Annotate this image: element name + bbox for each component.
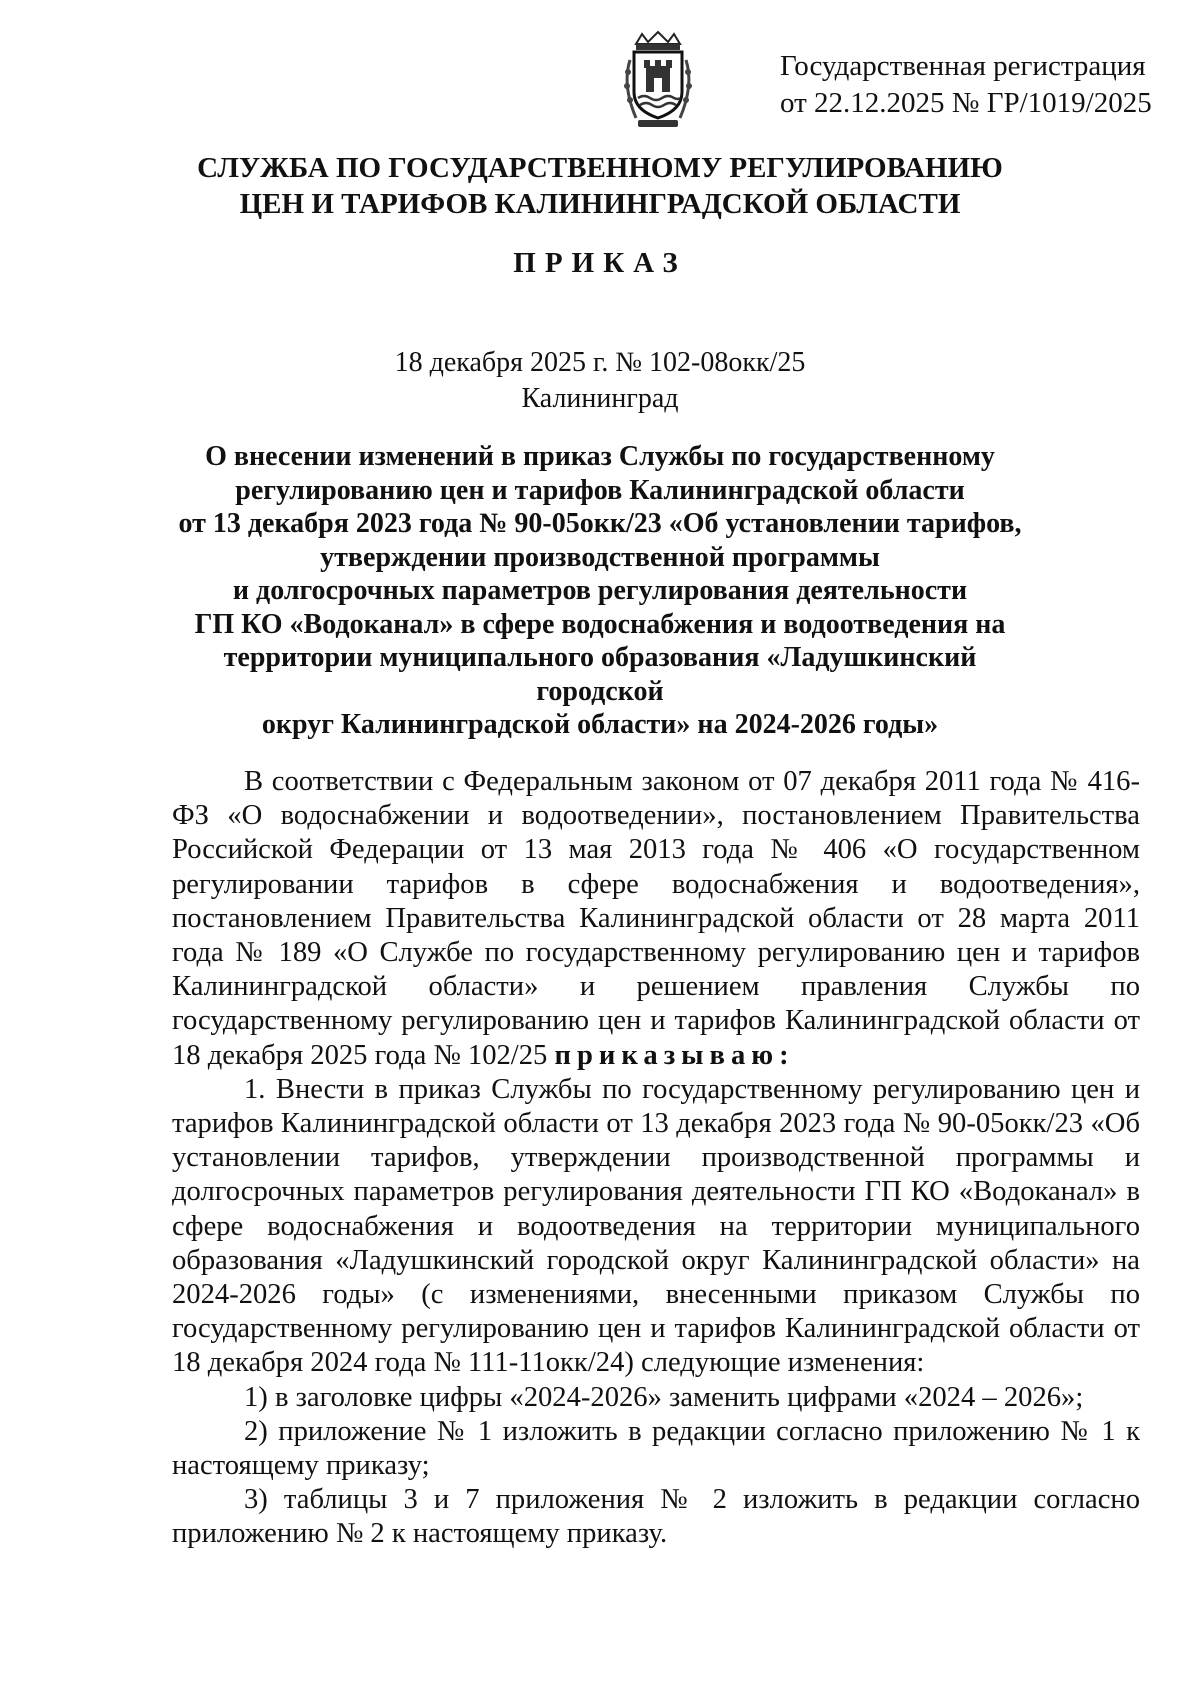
subject-line: ГП КО «Водоканал» в сфере водоснабжения и водоотведения на [194, 608, 1006, 640]
order-body [172, 765, 1140, 1552]
subitem-3-paragraph: 3) таблицы 3 и 7 приложения № 2 изложить в редакции согласно приложению № 2 к настоящему приказу. [172, 1484, 1140, 1550]
agency-name-line-2: ЦЕН И ТАРИФОВ КАЛИНИНГРАДСКОЙ ОБЛАСТИ [239, 188, 961, 220]
agency-name [150, 150, 1050, 222]
subitem-2-paragraph: 2) приложение № 1 изложить в редакции согласно приложению № 1 к настоящему приказу; [172, 1415, 1140, 1482]
subject-line: утверждении производственной программы [320, 541, 880, 573]
subitem-1-paragraph: 1) в заголовке цифры «2024-2026» заменить цифрами «2024 – 2026»; [244, 1381, 1084, 1413]
item-1-paragraph: 1. Внести в приказ Службы по государственному регулированию цен и тарифов Калининградской области от 13 декабря 2023 года № 90-05окк/23 «Об установлении тарифов, утверждении производственной программы и долгосрочных параметров регулирования деятельности ГП КО «Водоканал» в сфере водоснабжения и водоотведения на территории муниципального образования «Ладушкинский городской округ Калининградской области» на 2024-2026 годы» (с изменениями, внесенными приказом Службы по государственному регулированию цен и тарифов Калининградской области от 18 декабря 2024 года № 111-11окк/24) следующие изменения: [172, 1073, 1140, 1379]
registration-line-1: Государственная регистрация [780, 50, 1146, 82]
registration-stamp [780, 48, 1152, 122]
order-subject [160, 440, 1040, 742]
subject-line: от 13 декабря 2023 года № 90-05окк/23 «Об установлении тарифов, [178, 508, 1022, 539]
subject-line: территории муниципального образования «Ладушкинский городской [223, 642, 977, 707]
order-city: Калининград [521, 383, 679, 414]
document-type: ПРИКАЗ [513, 247, 687, 279]
preamble-text: В соответствии с Федеральным законом от 07 декабря 2011 года № 416-ФЗ «О водоснабжении и водоотведении», постановлением Правительства Российской Федерации от 13 мая 2013 года № 406 «О государственном регулировании тарифов в сфере водоснабжения и водоотведения», постановлением Правительства Калининградской области от 28 марта 2011 года № 189 «О Службе по государственному регулированию цен и тарифов Калининградской области» и решением правления Службы по государственному регулированию цен и тарифов Калининградской области от 18 декабря 2025 года № 102/25 [172, 766, 1140, 1071]
order-date: 18 декабря 2025 г. № 102-08окк/25 [394, 347, 806, 378]
subject-line: и долгосрочных параметров регулирования деятельности [232, 575, 968, 606]
subject-line: округ Калининградской области» на 2024-2026 годы» [261, 709, 939, 740]
subject-line: О внесении изменений в приказ Службы по государственному [205, 441, 995, 472]
order-word: приказываю: [554, 1039, 795, 1071]
agency-name-line-1: СЛУЖБА ПО ГОСУДАРСТВЕННОМУ РЕГУЛИРОВАНИЮ [197, 152, 1003, 184]
subject-line: регулированию цен и тарифов Калининградской области [235, 474, 965, 506]
order-date-number [150, 345, 1050, 417]
preamble-paragraph [172, 765, 1140, 1073]
coat-of-arms-emblem [616, 30, 700, 130]
registration-line-2: от 22.12.2025 № ГР/1019/2025 [780, 87, 1152, 119]
